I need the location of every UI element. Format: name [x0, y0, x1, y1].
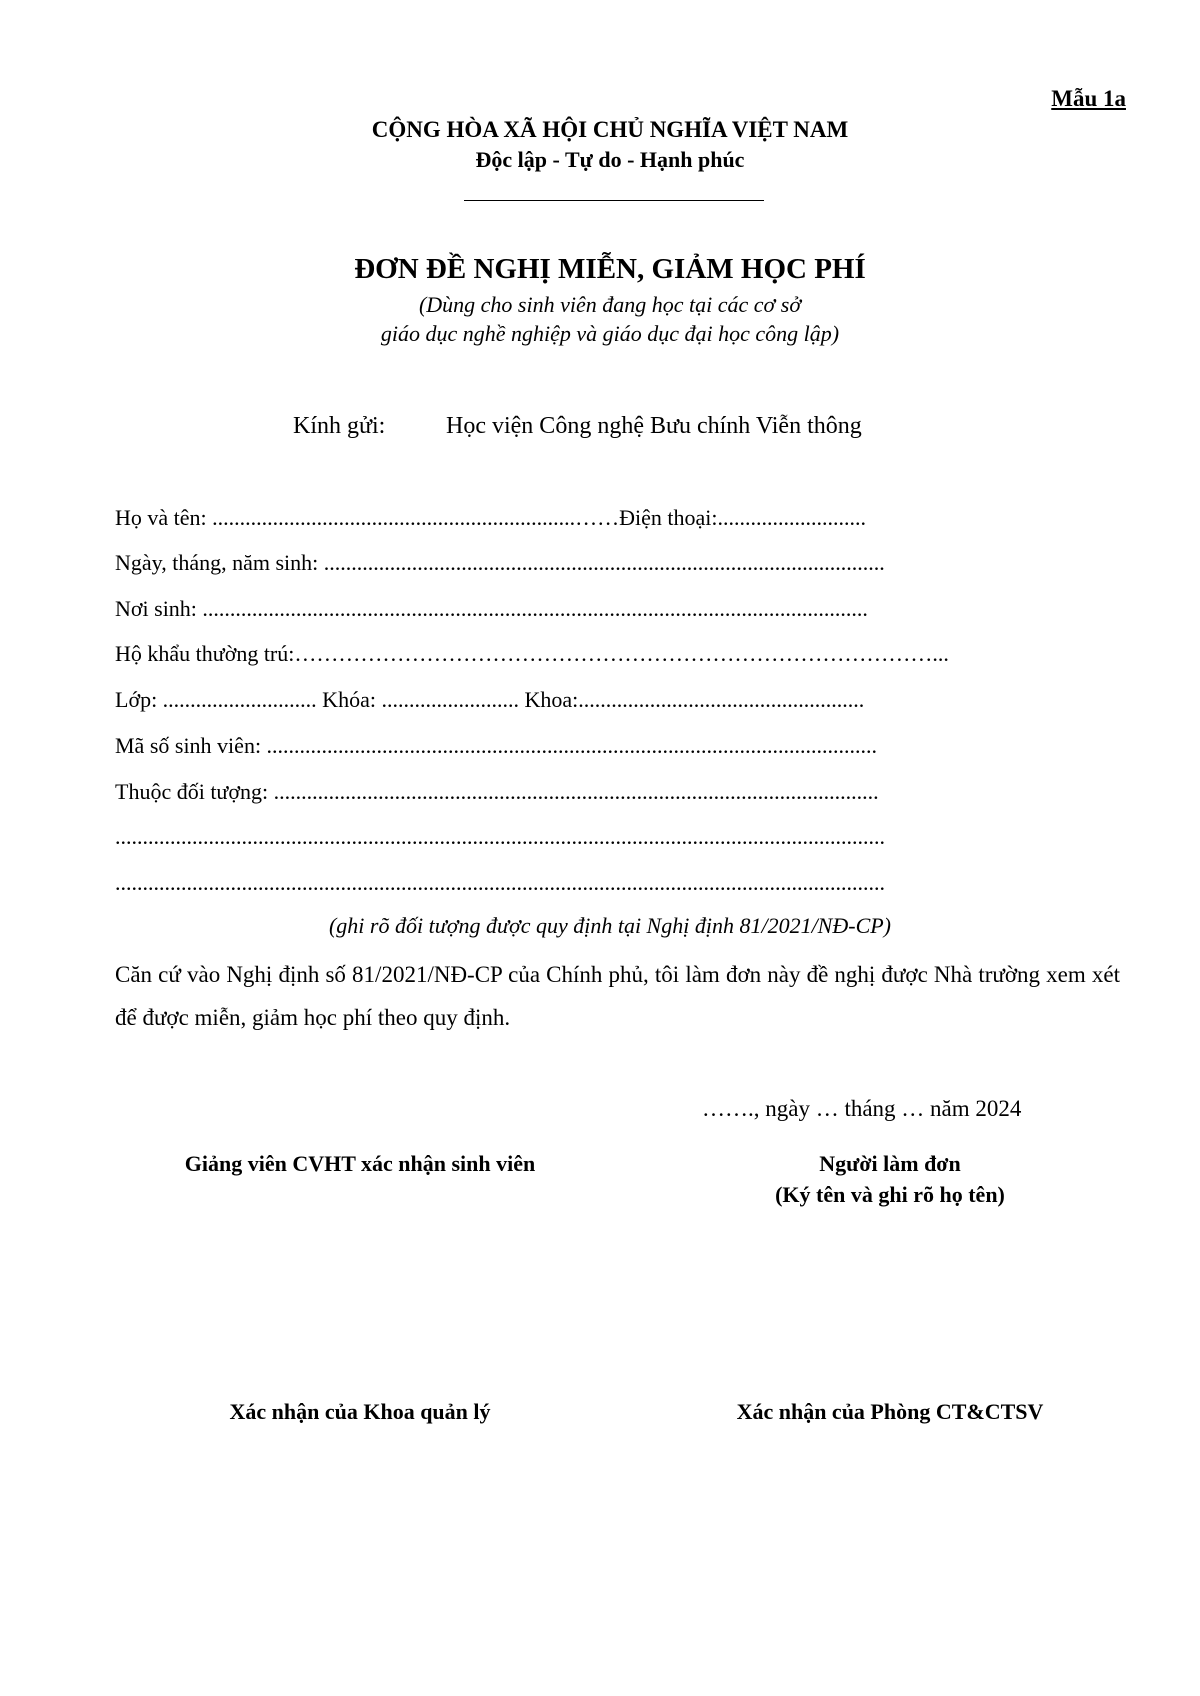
national-motto: Độc lập - Tự do - Hạnh phúc	[475, 147, 745, 172]
form-code: Mẫu 1a	[1051, 86, 1126, 111]
field-beneficiary-category: Thuộc đối tượng: ..............................................................................................................	[115, 779, 879, 804]
field-class-course-faculty: Lớp: ............................ Khóa: ......................... Khoa:....................................................	[115, 687, 865, 712]
document-subtitle-line2: giáo dục nghề nghiệp và giáo dục đại học công lập)	[380, 321, 840, 346]
field-permanent-residence: Hộ khẩu thường trú:……………………………………………………………………………...	[115, 641, 949, 666]
motto-divider	[464, 200, 764, 201]
addressee-value: Học viện Công nghệ Bưu chính Viễn thông	[446, 413, 862, 439]
date-line: ……., ngày … tháng … năm 2024	[702, 1096, 1022, 1121]
office-confirmation-label: Xác nhận của Phòng CT&CTSV	[736, 1399, 1044, 1424]
applicant-signature-label: Người làm đơn	[819, 1151, 961, 1176]
field-place-of-birth: Nơi sinh: .........................................................................................................................	[115, 596, 868, 621]
request-paragraph: Căn cứ vào Nghị định số 81/2021/NĐ-CP của Chính phủ, tôi làm đơn này đề nghị được Nhà trường xem xét để được miễn, giảm học phí theo quy định.	[115, 962, 1120, 1030]
category-note: (ghi rõ đối tượng được quy định tại Nghị định 81/2021/NĐ-CP)	[328, 913, 892, 938]
document-title: ĐƠN ĐỀ NGHỊ MIỄN, GIẢM HỌC PHÍ	[354, 253, 866, 285]
document-subtitle-line1: (Dùng cho sinh viên đang học tại các cơ sở	[418, 292, 802, 317]
field-student-id: Mã số sinh viên: ...............................................................................................................	[115, 733, 878, 758]
field-continuation-line-1: ............................................................................................................................................	[115, 824, 885, 849]
applicant-signature-note: (Ký tên và ghi rõ họ tên)	[775, 1182, 1005, 1207]
faculty-confirmation-label: Xác nhận của Khoa quản lý	[229, 1399, 491, 1424]
field-full-name: Họ và tên: ..................................................................……Điện thoại:...........................	[115, 505, 867, 530]
field-date-of-birth: Ngày, tháng, năm sinh: ......................................................................................................	[115, 550, 885, 575]
field-continuation-line-2: ............................................................................................................................................	[115, 870, 885, 895]
country-name: CỘNG HÒA XÃ HỘI CHỦ NGHĨA VIỆT NAM	[371, 117, 849, 142]
addressee-label: Kính gửi:	[293, 413, 386, 439]
advisor-signature-label: Giảng viên CVHT xác nhận sinh viên	[184, 1151, 536, 1176]
